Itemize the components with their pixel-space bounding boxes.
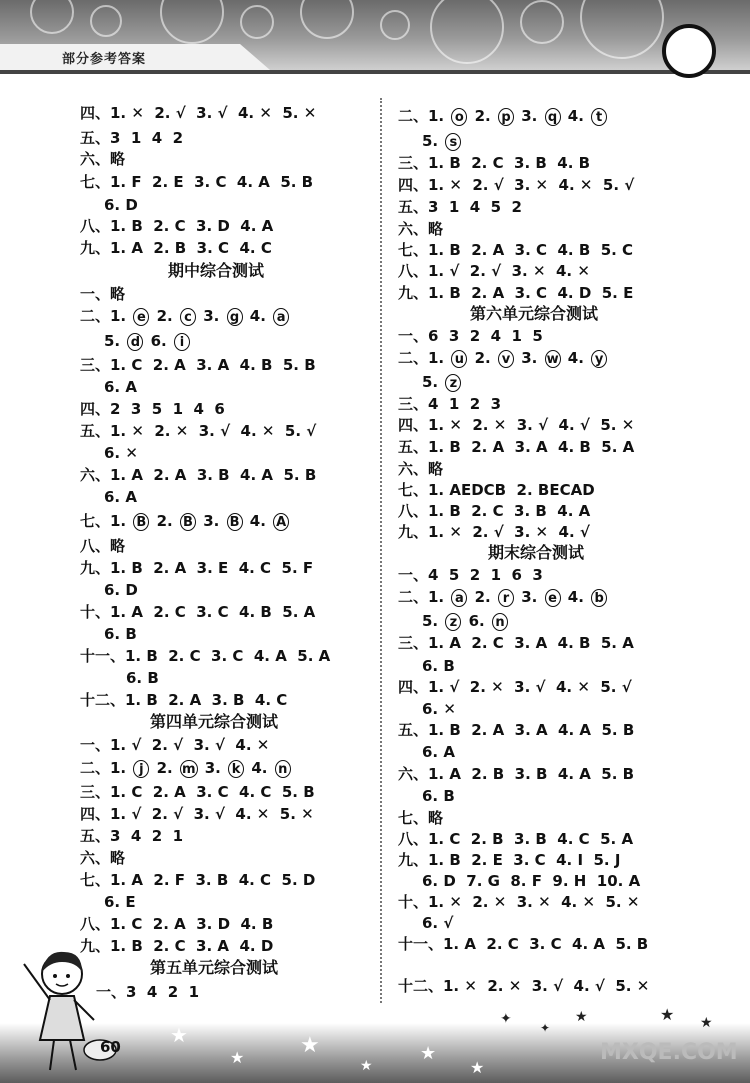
line-prefix: 二、1.	[398, 588, 445, 606]
circled-letter: r	[498, 589, 514, 607]
circled-letter: s	[445, 133, 461, 151]
star-icon: ★	[470, 1058, 485, 1077]
answer-line: 十、1. ✕ 2. ✕ 3. ✕ 4. ✕ 5. ✕	[398, 893, 640, 911]
star-icon: ★	[660, 1005, 675, 1024]
decorative-bubble	[30, 0, 74, 34]
answer-line: 六、1. A 2. B 3. B 4. A 5. B	[398, 765, 635, 783]
circled-letter: B	[180, 513, 196, 531]
answer-line: 五、1. B 2. A 3. A 4. B 5. A	[398, 438, 635, 456]
answer-line: 三、1. C 2. A 3. C 4. C 5. B	[80, 783, 315, 801]
answer-line: 九、1. ✕ 2. √ 3. ✕ 4. √	[398, 523, 590, 541]
answer-line: 九、1. A 2. B 3. C 4. C	[80, 239, 272, 257]
answer-line: 6. B	[422, 657, 455, 675]
answer-line: 九、1. B 2. A 3. C 4. D 5. E	[398, 284, 634, 302]
line-prefix: 七、1.	[80, 512, 127, 530]
answer-line: 七、1. AEDCB 2. BECAD	[398, 481, 595, 499]
answer-line: 四、1. √ 2. √ 3. √ 4. ✕ 5. ✕	[80, 805, 314, 823]
star-icon: ★	[420, 1043, 437, 1064]
answer-line: 四、1. ✕ 2. √ 3. ✕ 4. ✕ 5. √	[398, 176, 635, 194]
decorative-bubble	[240, 5, 274, 39]
answer-line: 五、3 4 2 1	[80, 827, 184, 845]
answer-line: 6. B	[104, 625, 137, 643]
answer-line: 三、4 1 2 3	[398, 395, 502, 413]
answer-line: 八、1. B 2. C 3. B 4. A	[398, 502, 591, 520]
circled-answer-line: 二、1. u 2. v 3. w 4. y	[398, 348, 609, 368]
answer-line: 三、1. C 2. A 3. A 4. B 5. B	[80, 356, 316, 374]
circled-letter: a	[451, 589, 467, 607]
circled-letter: w	[546, 351, 559, 367]
circled-letter: y	[591, 350, 607, 368]
star-icon: ★	[230, 1048, 245, 1067]
circled-letter: n	[492, 613, 508, 631]
answer-line: 九、1. B 2. A 3. E 4. C 5. F	[80, 559, 314, 577]
answer-line: 十一、1. A 2. C 3. C 4. A 5. B	[398, 935, 649, 953]
answer-line: 6. B	[126, 669, 159, 687]
answer-line: 十二、1. ✕ 2. ✕ 3. √ 4. √ 5. ✕	[398, 977, 650, 995]
circled-letter: b	[591, 589, 607, 607]
answer-line: 十、1. A 2. C 3. C 4. B 5. A	[80, 603, 316, 621]
decorative-bubble	[300, 0, 354, 39]
circled-letter: z	[445, 374, 461, 392]
answer-line: 一、3 4 2 1	[96, 983, 200, 1001]
circled-letter: o	[451, 108, 467, 126]
answer-line: 五、1. ✕ 2. ✕ 3. √ 4. ✕ 5. √	[80, 422, 317, 440]
answer-line: 八、1. √ 2. √ 3. ✕ 4. ✕	[398, 262, 590, 280]
answer-line: 6. A	[422, 743, 455, 761]
answer-line: 八、1. C 2. A 3. D 4. B	[80, 915, 274, 933]
answer-line: 一、4 5 2 1 6 3	[398, 566, 543, 584]
answer-line: 六、1. A 2. A 3. B 4. A 5. B	[80, 466, 317, 484]
circled-letter: q	[545, 108, 561, 126]
circled-letter: v	[498, 350, 514, 368]
page-number: 60	[100, 1038, 121, 1056]
decorative-bubble	[430, 0, 504, 64]
answer-line: 七、略	[398, 809, 444, 827]
line-prefix: 二、1.	[398, 107, 445, 125]
line-prefix: 二、1.	[80, 307, 127, 325]
answer-line: 八、略	[80, 537, 126, 555]
circled-letter: t	[591, 108, 607, 126]
answer-line: 七、1. F 2. E 3. C 4. A 5. B	[80, 173, 314, 191]
circled-letter: i	[174, 333, 190, 351]
circled-letter: c	[180, 308, 196, 326]
circled-letter: u	[451, 350, 467, 368]
decorative-bubble	[90, 5, 122, 37]
answer-line: 6. D 7. G 8. F 9. H 10. A	[422, 872, 641, 890]
decorative-bubble	[160, 0, 224, 44]
circled-letter: e	[545, 589, 561, 607]
answer-line: 八、1. B 2. C 3. D 4. A	[80, 217, 274, 235]
circled-letter: B	[133, 513, 149, 531]
answer-line: 一、1. √ 2. √ 3. √ 4. ✕	[80, 736, 270, 754]
answer-line: 6. B	[422, 787, 455, 805]
star-icon: ★	[300, 1033, 320, 1058]
line-prefix: 二、1.	[80, 759, 127, 777]
answer-line: 九、1. B 2. C 3. A 4. D	[80, 937, 274, 955]
circled-answer-line: 七、1. B 2. B 3. B 4. A	[80, 511, 291, 531]
circled-letter: d	[127, 333, 143, 351]
answer-line: 一、6 3 2 4 1 5	[398, 327, 543, 345]
answer-line: 七、1. B 2. A 3. C 4. B 5. C	[398, 241, 634, 259]
header-rule	[0, 70, 750, 74]
answer-line: 六、略	[398, 460, 444, 478]
watermark-logo: MXQE.COM	[600, 1040, 738, 1065]
section-heading: 期中综合测试	[168, 261, 265, 280]
answer-line: 6. √	[422, 914, 454, 932]
circled-letter: k	[228, 760, 244, 778]
decorative-bubble	[580, 0, 664, 59]
star-icon: ★	[700, 1015, 713, 1031]
star-icon: ★	[170, 1023, 188, 1047]
circled-answer-line: 二、1. j 2. m 3. k 4. n	[80, 758, 293, 778]
answer-line: 一、略	[80, 285, 126, 303]
answer-line: 五、3 1 4 5 2	[398, 198, 522, 216]
answer-line: 十二、1. B 2. A 3. B 4. C	[80, 691, 288, 709]
answer-line: 四、2 3 5 1 4 6	[80, 400, 225, 418]
circled-letter: e	[133, 308, 149, 326]
answer-line: 6. A	[104, 378, 137, 396]
circled-letter: a	[273, 308, 289, 326]
answer-line: 六、略	[80, 150, 126, 168]
answer-line: 6. A	[104, 488, 137, 506]
answer-line: 九、1. B 2. E 3. C 4. I 5. J	[398, 851, 621, 869]
answer-line: 三、1. B 2. C 3. B 4. B	[398, 154, 591, 172]
star-icon: ★	[575, 1009, 588, 1025]
answer-line: 六、略	[398, 220, 444, 238]
circled-answer-line: 5. z 6. n	[422, 611, 510, 631]
section-heading: 第六单元综合测试	[470, 304, 599, 323]
circled-letter: m	[181, 761, 196, 777]
answer-line: 五、1. B 2. A 3. A 4. A 5. B	[398, 721, 635, 739]
star-icon: ✦	[500, 1011, 512, 1027]
answer-line: 四、1. √ 2. ✕ 3. √ 4. ✕ 5. √	[398, 678, 632, 696]
column-divider	[380, 98, 382, 1003]
star-icon: ★	[360, 1058, 373, 1074]
circled-letter: B	[227, 513, 243, 531]
cartoon-girl-illustration	[10, 940, 130, 1083]
circled-letter: p	[498, 108, 514, 126]
circled-answer-line: 5. z	[422, 372, 463, 392]
decorative-bubble	[380, 10, 410, 40]
answer-line: 6. D	[104, 196, 138, 214]
circled-letter: A	[273, 513, 289, 531]
section-heading: 期末综合测试	[488, 543, 585, 562]
answer-line: 五、3 1 4 2	[80, 129, 184, 147]
decorative-bubble	[520, 0, 564, 44]
star-icon: ✦	[540, 1021, 551, 1035]
answer-line: 十一、1. B 2. C 3. C 4. A 5. A	[80, 647, 331, 665]
page-header-banner	[0, 0, 750, 70]
answer-line: 四、1. ✕ 2. ✕ 3. √ 4. √ 5. ✕	[398, 416, 635, 434]
circled-answer-line: 二、1. e 2. c 3. g 4. a	[80, 306, 291, 326]
answer-line: 6. ✕	[104, 444, 138, 462]
circled-letter: z	[445, 613, 461, 631]
header-ring-decoration	[662, 24, 716, 78]
circled-answer-line: 5. s	[422, 131, 463, 151]
circled-answer-line: 二、1. o 2. p 3. q 4. t	[398, 106, 609, 126]
circled-answer-line: 二、1. a 2. r 3. e 4. b	[398, 587, 609, 607]
header-title: 部分参考答案	[62, 52, 147, 67]
section-heading: 第五单元综合测试	[150, 958, 279, 977]
answer-line: 三、1. A 2. C 3. A 4. B 5. A	[398, 634, 634, 652]
answer-line: 四、1. ✕ 2. √ 3. √ 4. ✕ 5. ✕	[80, 104, 317, 122]
line-prefix: 二、1.	[398, 349, 445, 367]
answer-line: 六、略	[80, 849, 126, 867]
circled-answer-line: 5. d 6. i	[104, 331, 192, 351]
answer-line: 6. ✕	[422, 700, 456, 718]
answer-line: 八、1. C 2. B 3. B 4. C 5. A	[398, 830, 634, 848]
answer-line: 6. D	[104, 581, 138, 599]
circled-letter: n	[275, 760, 291, 778]
answer-line: 6. E	[104, 893, 136, 911]
circled-letter: j	[133, 760, 149, 778]
circled-letter: g	[227, 308, 243, 326]
section-heading: 第四单元综合测试	[150, 712, 279, 731]
answer-line: 七、1. A 2. F 3. B 4. C 5. D	[80, 871, 316, 889]
